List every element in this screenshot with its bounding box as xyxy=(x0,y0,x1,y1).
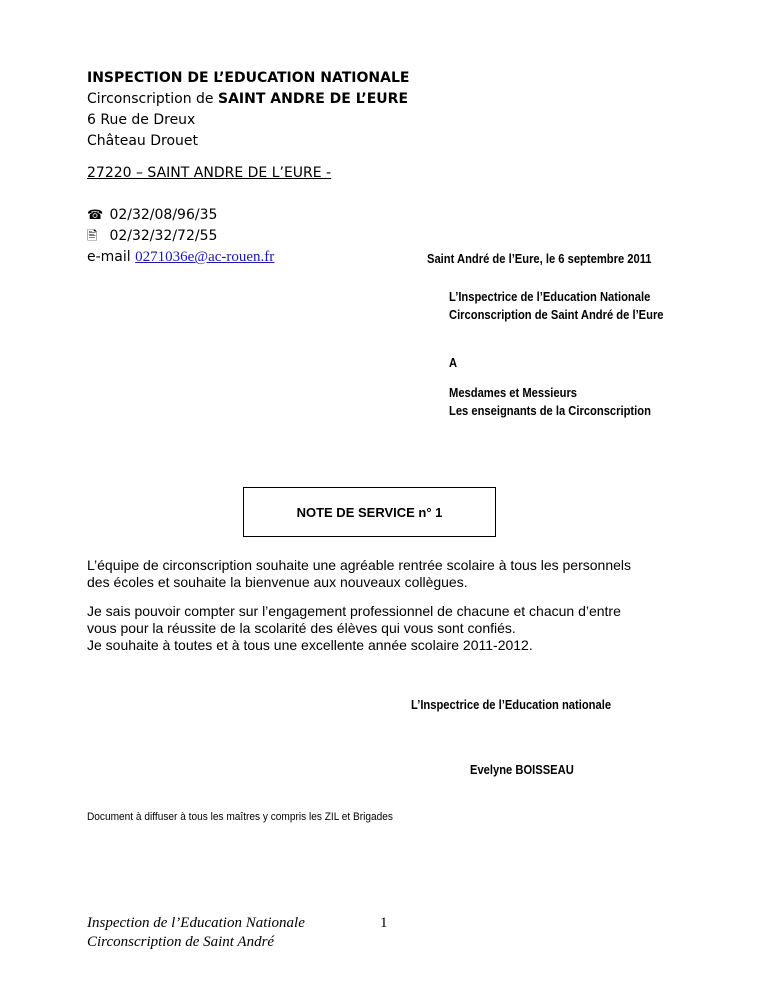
sender-circonscription: Circonscription de Saint André de l’Eure xyxy=(449,307,664,322)
email-label: e-mail xyxy=(87,249,136,265)
postal-address: 27220 – SAINT ANDRE DE L’EURE - xyxy=(87,165,332,181)
contact-block xyxy=(87,205,274,268)
circonscription-line xyxy=(87,89,409,110)
paragraph-welcome-line1: L’équipe de circonscription souhaite une agréable rentrée scolaire à tous les personnels xyxy=(87,557,632,573)
paragraph-engagement xyxy=(87,603,621,654)
distribution-note: Document à diffuser à tous les maîtres y compris les ZIL et Brigades xyxy=(87,811,393,823)
footer-line1: Inspection de l’Education Nationale xyxy=(87,915,305,931)
letterhead xyxy=(87,68,409,152)
paragraph-engagement-line3: Je souhaite à toutes et à tous une excellente année scolaire 2011-2012. xyxy=(87,637,533,653)
paragraph-engagement-line1: Je sais pouvoir compter sur l’engagement professionnel de chacune et chacun d’entre xyxy=(87,603,621,619)
phone-number: 02/32/08/96/35 xyxy=(109,207,218,223)
circonscription-name: SAINT ANDRE DE L’EURE xyxy=(218,91,409,107)
telephone-icon: ☎ xyxy=(87,208,104,223)
phone-line xyxy=(87,205,274,226)
footer-line2: Circonscription de Saint André xyxy=(87,934,275,950)
fax-line xyxy=(87,226,274,247)
email-line xyxy=(87,247,274,268)
page-number: 1 xyxy=(380,915,388,931)
recipient-block xyxy=(449,384,651,420)
paragraph-engagement-line2: vous pour la réussite de la scolarité des élèves qui vous sont confiés. xyxy=(87,620,516,636)
note-title-box xyxy=(243,487,496,537)
date-line: Saint André de l’Eure, le 6 septembre 2011 xyxy=(427,251,652,266)
email-link[interactable]: 0271036e@ac-rouen.fr xyxy=(135,249,275,265)
fax-document-icon: 🖹 xyxy=(87,229,98,244)
signature-title: L’Inspectrice de l’Education nationale xyxy=(411,697,612,712)
signature-name: Evelyne BOISSEAU xyxy=(470,762,574,777)
recipient-line1: Mesdames et Messieurs xyxy=(449,385,578,400)
paragraph-welcome xyxy=(87,557,631,591)
sender-block xyxy=(449,288,664,324)
recipient-a: A xyxy=(449,355,458,370)
note-title: NOTE DE SERVICE n° 1 xyxy=(296,505,443,520)
paragraph-welcome-line2: des écoles et souhaite la bienvenue aux nouveaux collègues. xyxy=(87,574,468,590)
address-street: 6 Rue de Dreux xyxy=(87,112,196,128)
address-building: Château Drouet xyxy=(87,133,199,149)
circonscription-prefix: Circonscription de xyxy=(87,91,218,107)
recipient-line2: Les enseignants de la Circonscription xyxy=(449,403,651,418)
org-name: INSPECTION DE L’EDUCATION NATIONALE xyxy=(87,70,410,86)
fax-number: 02/32/32/72/55 xyxy=(109,228,218,244)
page-footer xyxy=(87,914,305,952)
sender-title: L’Inspectrice de l’Education Nationale xyxy=(449,289,651,304)
